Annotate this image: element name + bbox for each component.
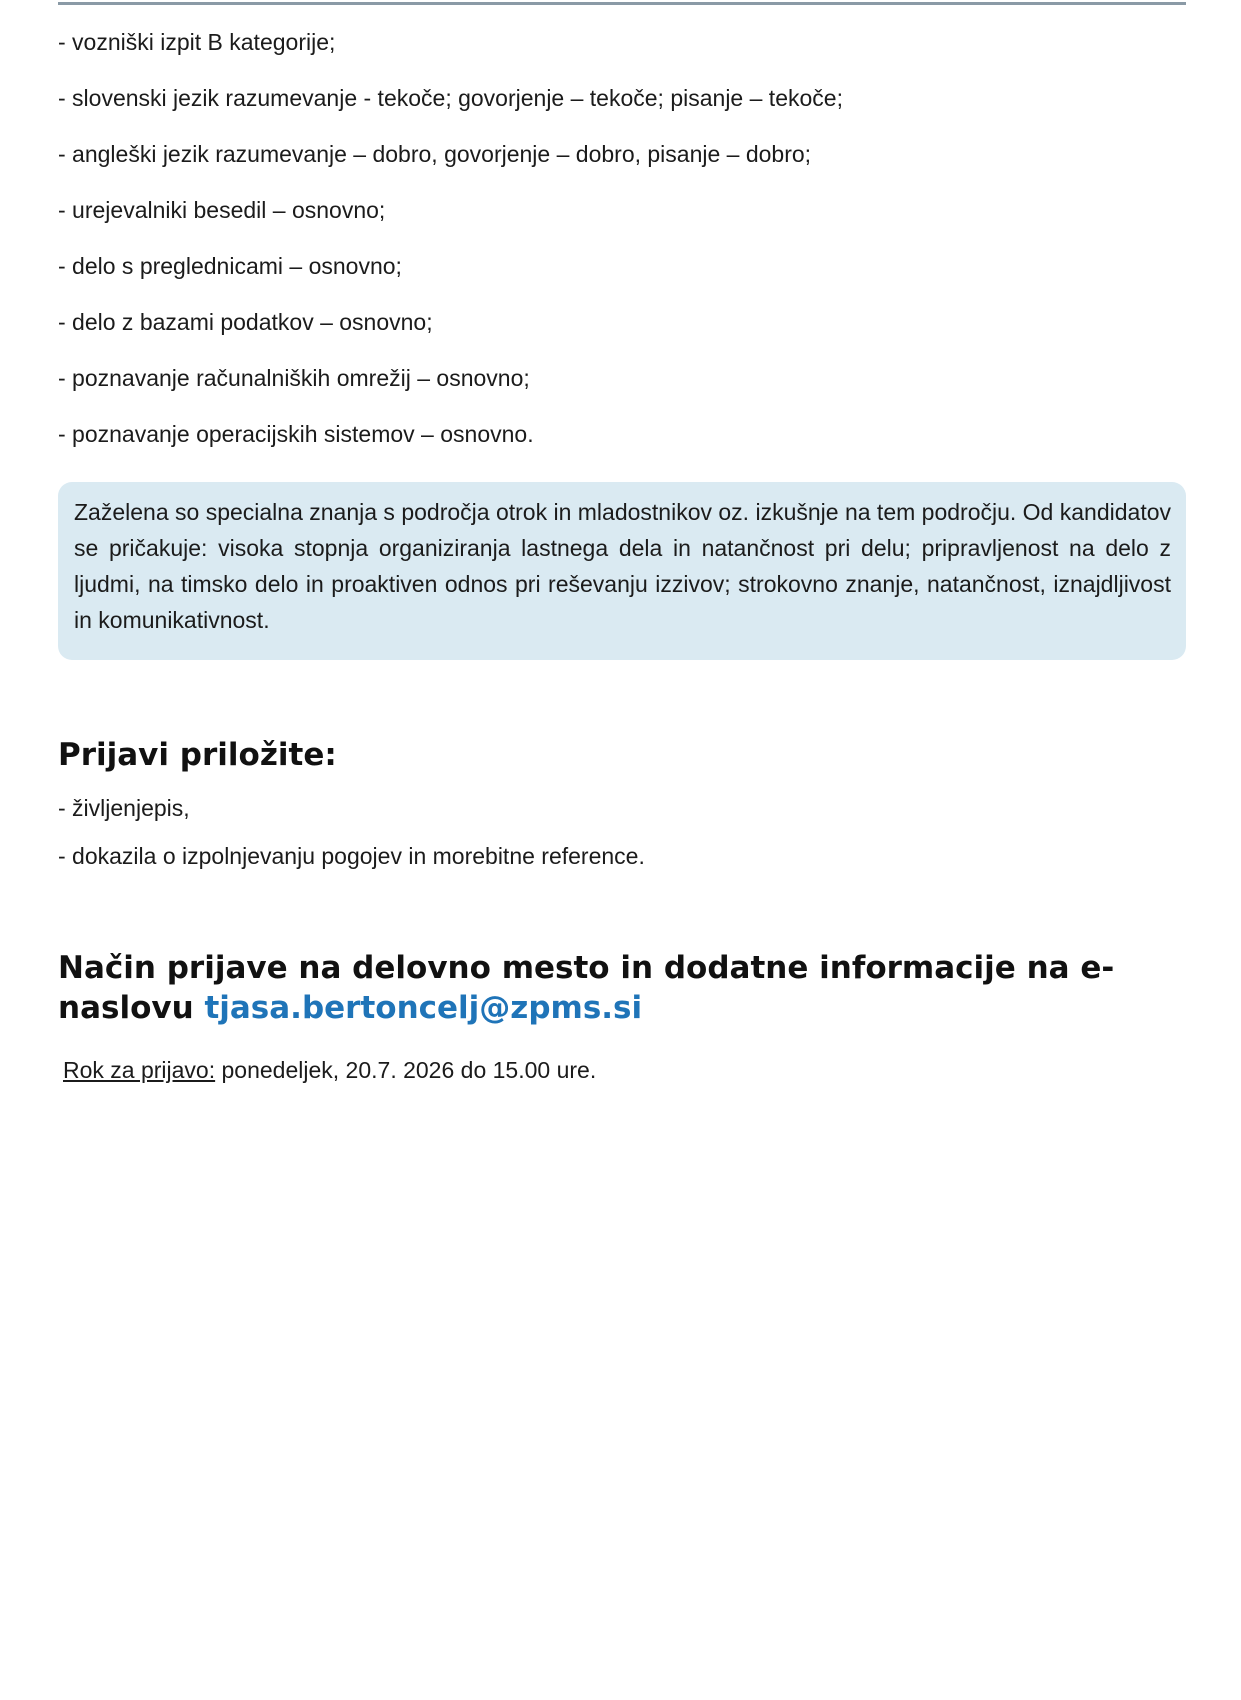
attachments-list: [58, 790, 645, 886]
list-item: - slovenski jezik razumevanje - tekoče; govorjenje – tekoče; pisanje – tekoče;: [58, 85, 843, 111]
desired-skills-callout: [58, 482, 1186, 660]
attachments-heading: Prijavi priložite:: [58, 737, 337, 773]
list-item: - angleški jezik razumevanje – dobro, govorjenje – dobro, pisanje – dobro;: [58, 141, 812, 167]
list-item: - poznavanje računalniških omrežij – osnovno;: [58, 365, 530, 391]
list-item: - poznavanje operacijskih sistemov – osnovno.: [58, 421, 534, 447]
application-heading-prefix: naslovu: [58, 990, 205, 1026]
list-item: - delo s preglednicami – osnovno;: [58, 253, 402, 279]
list-item: - vozniški izpit B kategorije;: [58, 29, 336, 55]
deadline: [63, 1052, 596, 1088]
deadline-value: ponedeljek, 20.7. 2026 do 15.00 ure.: [215, 1057, 597, 1083]
list-item: - dokazila o izpolnjevanju pogojev in morebitne reference.: [58, 843, 645, 869]
requirements-list: [58, 24, 1186, 472]
top-divider: [58, 2, 1186, 5]
list-item: - urejevalniki besedil – osnovno;: [58, 197, 386, 223]
list-item: - delo z bazami podatkov – osnovno;: [58, 309, 433, 335]
application-heading-line1: Način prijave na delovno mesto in dodatne informacije na e-: [58, 950, 1115, 986]
desired-skills-text: Zaželena so specialna znanja s področja otrok in mladostnikov oz. izkušnje na tem področju. Od kandidatov se pričakuje: visoka stopnja organiziranja lastnega dela in natančnost pri delu; pripravljenost na delo z ljudmi, na timsko delo in proaktiven odnos pri reševanju izzivov; strokovno znanje, natančnost, iznajdljivost in komunikativnost.: [74, 499, 1171, 633]
application-heading: [58, 948, 1186, 1028]
email-link[interactable]: tjasa.bertoncelj@zpms.si: [204, 990, 643, 1026]
application-heading-line2: [58, 988, 1186, 1028]
list-item: - življenjepis,: [58, 795, 190, 821]
deadline-label: Rok za prijavo:: [63, 1057, 216, 1083]
